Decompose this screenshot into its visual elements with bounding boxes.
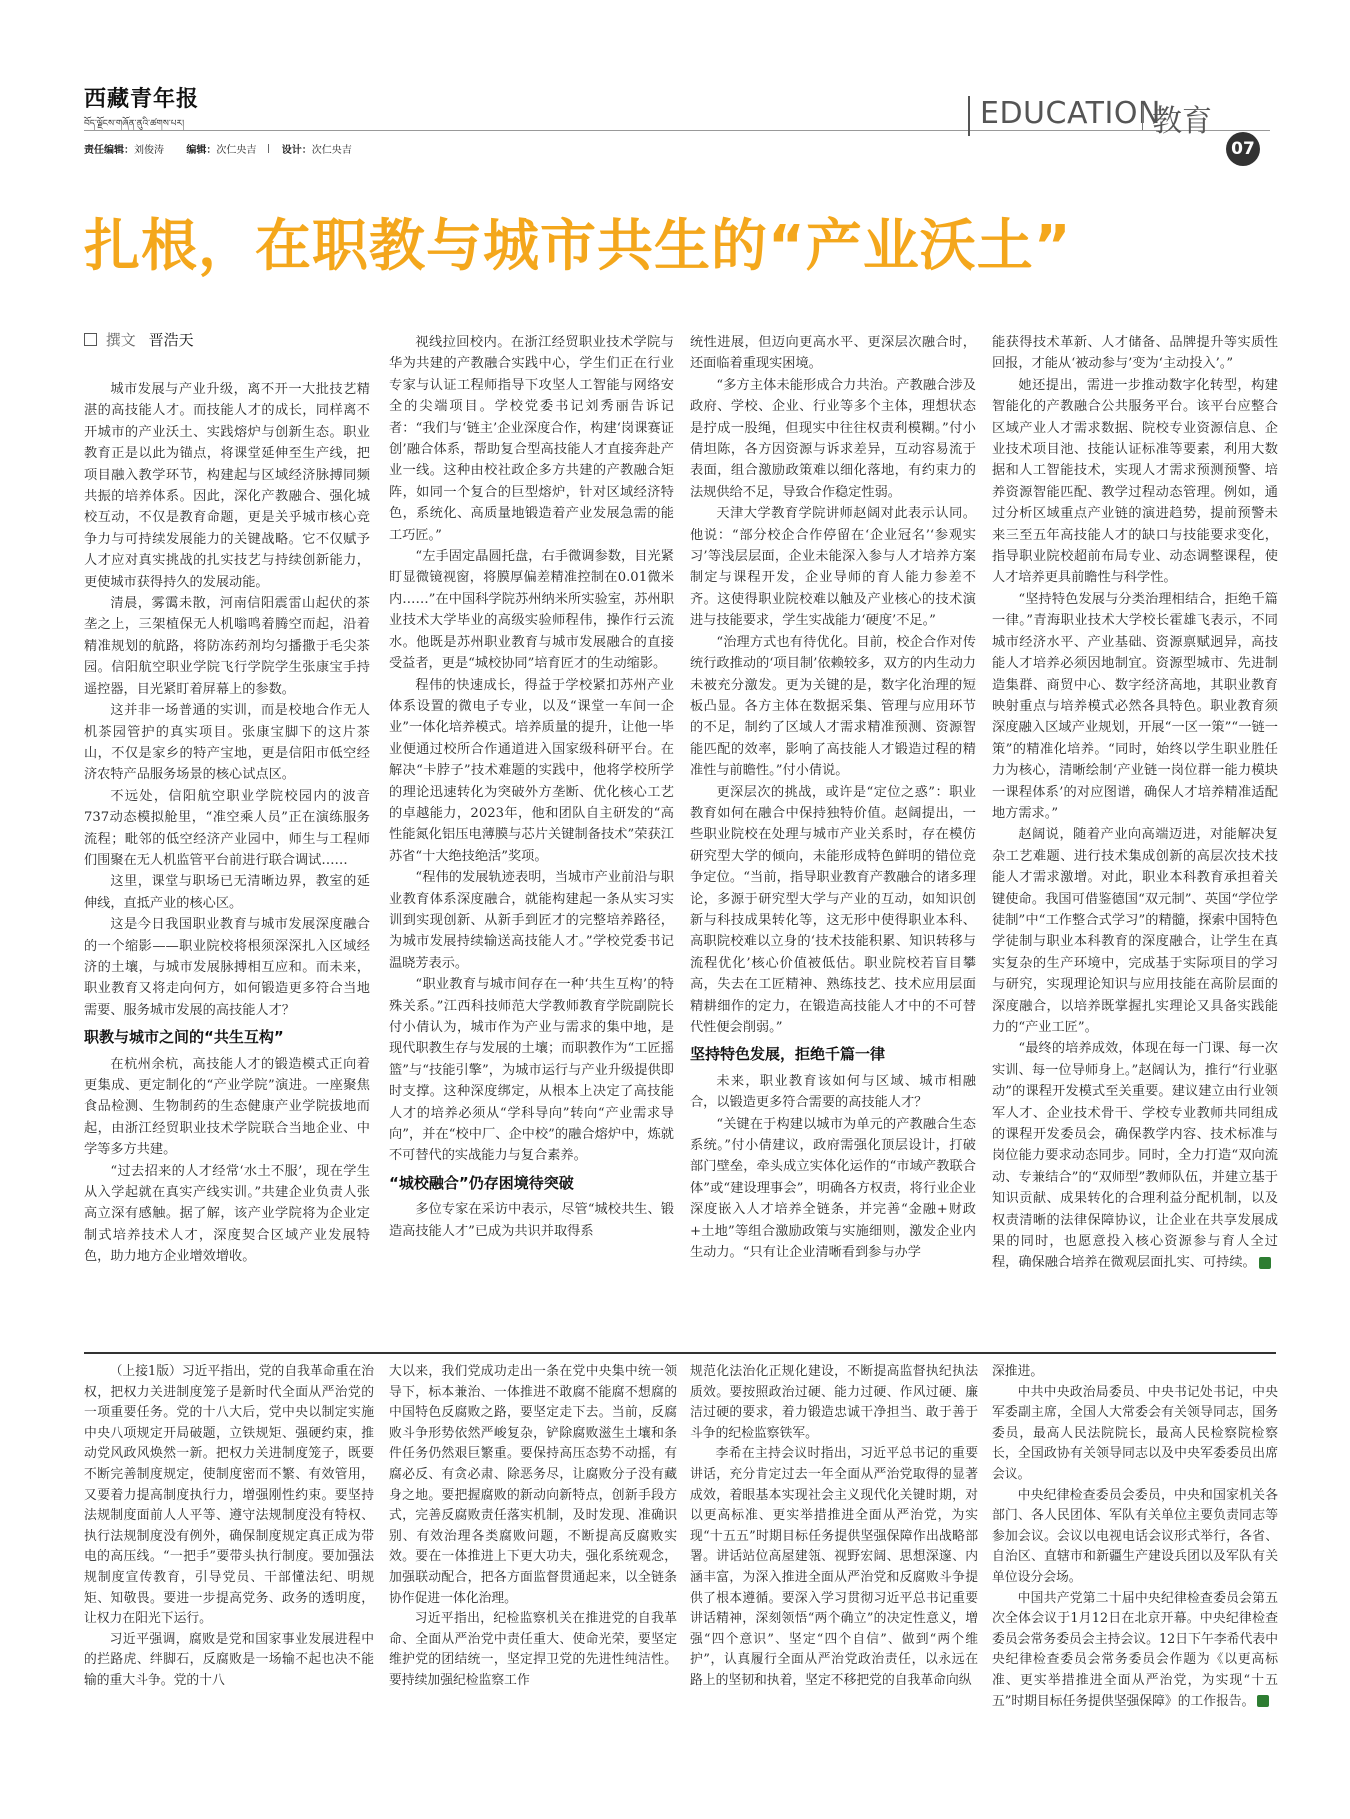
credit-label: 责任编辑：	[84, 145, 134, 156]
continued-column-1	[84, 1362, 374, 1692]
continued-column-4	[992, 1362, 1278, 1712]
section-chinese: 教育	[1152, 104, 1212, 139]
paragraph: 中国共产党第二十届中央纪律检查委员会第五次全体会议于1月12日在北京开幕。中央纪律检查委员会常务委员会主持会议。12日下午李希代表中央纪律检查委员会常务委员会作题为《以更高标准、更实举措推进全面从严治党，为实现“十五五”时期目标任务提供坚强保障》的工作报告。	[992, 1590, 1278, 1709]
page-number: 07	[1226, 132, 1260, 166]
paragraph: 深推进。	[992, 1364, 1044, 1379]
end-mark-icon	[1257, 1695, 1269, 1707]
paragraph: 习近平指出，纪检监察机关在推进党的自我革命、全面从严治党中责任重大、使命光荣，要坚定维护党的团结统一，坚定捍卫党的先进性纯洁性。要持续加强纪检监察工作	[389, 1611, 677, 1688]
paragraph: 不远处，信阳航空职业学院校园内的波音737动态模拟舱里，“准空乘人员”正在演练服务流程；毗邻的低空经济产业园中，师生与工程师们围聚在无人机监管平台前进行联合调试……	[84, 788, 370, 868]
byline-author: 晋浩天	[148, 331, 194, 349]
story-divider	[84, 1352, 1276, 1354]
paragraph: 天津大学教育学院讲师赵阔对此表示认同。他说：“部分校企合作停留在‘企业冠名’‘参观实习’等浅层层面，企业未能深入参与人才培养方案制定与课程开发，企业导师的育人能力参差不齐。这使得职业院校难以触及产业核心的技术演进与技能要求，学生实战能力‘硬度’不足。”	[690, 506, 976, 629]
paragraph: “程伟的发展轨迹表明，当城市产业前沿与职业教育体系深度融合，就能构建起一条从实习实训到实现创新、从新手到匠才的完整培养路径，为城市发展持续输送高技能人才。”学校党委书记温晓芳表示。	[389, 870, 674, 971]
byline	[84, 329, 194, 350]
headline: 扎根，在职教与城市共生的“产业沃土”	[84, 214, 1072, 279]
paragraph: 能获得技术革新、人才储备、品牌提升等实质性回报，才能从‘被动参与’变为‘主动投入’。”	[992, 335, 1278, 372]
section-english: EDUCATION	[980, 96, 1161, 131]
paragraph: “坚持特色发展与分类治理相结合，拒绝千篇一律。”青海职业技术大学校长霍雄飞表示，不同城市经济水平、产业基础、资源禀赋迥异，高技能人才培养必须因地制宜。资源型城市、先进制造集群、商贸中心、数字经济高地，其职业教育映射重点与培养模式必然各具特色。职业教育须深度融入区域产业规划，开展“一区一策”“一链一策”的精准化培养。“同时，始终以学生职业胜任力为核心，清晰绘制‘产业链一岗位群一能力模块一课程体系’的对应图谱，确保人才培养精准适配地方需求。”	[992, 591, 1278, 821]
section-heading: “城校融合”仍存困境待突破	[389, 1173, 574, 1192]
paragraph: “多方主体未能形成合力共治。产教融合涉及政府、学校、企业、行业等多个主体，理想状态是拧成一股绳，但现实中往往权责利模糊。”付小倩坦陈，各方因资源与诉求差异，互动容易流于表面，组合激励政策难以细化落地，有约束力的法规供给不足，导致合作稳定性弱。	[690, 377, 976, 500]
continued-column-3	[690, 1362, 978, 1692]
paragraph-with-end-mark	[992, 1038, 1278, 1273]
paragraph: 在杭州余杭，高技能人才的锻造模式正向着更集成、更定制化的“产业学院”演进。一座聚焦食品检测、生物制药的生态健康产业学院拔地而起，由浙江经贸职业技术学院联合当地企业、中学等多方共建。	[84, 1056, 370, 1158]
article-column-2	[389, 332, 674, 1242]
credit-name: 刘俊涛	[134, 145, 164, 156]
paragraph: 李希在主持会议时指出，习近平总书记的重要讲话，充分肯定过去一年全面从严治党取得的显著成效，着眼基本实现社会主义现代化关键时期，对以更高标准、更实举措推进全面从严治党，为实现“十五五”时期目标任务提供坚强保障作出战略部署。讲话站位高屋建瓴、视野宏阔、思想深邃、内涵丰富，为深入推进全面从严治党和反腐败斗争提供了根本遵循。要深入学习贯彻习近平总书记重要讲话精神，深刻领悟“两个确立”的决定性意义，增强“四个意识”、坚定“四个自信”、做到“两个维护”，认真履行全面从严治党政治责任，以永远在路上的坚韧和执着，坚定不移把党的自我革命向纵	[690, 1446, 978, 1688]
section-divider	[1142, 104, 1143, 130]
paragraph: 多位专家在采访中表示，尽管“城校共生、锻造高技能人才”已成为共识并取得系	[389, 1202, 674, 1239]
paragraph: 视线拉回校内。在浙江经贸职业技术学院与华为共建的产教融合实践中心，学生们正在行业专家与认证工程师指导下攻坚人工智能与网络安全的尖端项目。学校党委书记刘秀丽告诉记者：“我们与‘链主’企业深度合作，构建‘岗课赛证创’融合体系，帮助复合型高技能人才直接奔赴产业一线。这种由校社政企多方共建的产教融合矩阵，如同一个复合的巨型熔炉，针对区域经济特色，系统化、高质量地锻造着产业发展急需的能工巧匠。”	[389, 335, 674, 543]
paragraph: （上接1版）习近平指出，党的自我革命重在治权，把权力关进制度笼子是新时代全面从严治党的一项重要任务。党的十八大后，党中央以制定实施中央八项规定开局破题，立铁规矩、强硬约束，推动党风政风焕然一新。把权力关进制度笼子，既要不断完善制度规定，使制度密而不繁、有效管用，又要着力提高制度执行力，增强刚性约束。要坚持法规制度面前人人平等、遵守法规制度没有特权、执行法规制度没有例外，确保制度规定真正成为带电的高压线。“一把手”要带头执行制度。要加强法规制度宣传教育，引导党员、干部懂法纪、明规矩、知敬畏。要进一步提高党务、政务的透明度，让权力在阳光下运行。	[84, 1364, 374, 1627]
byline-label: 撰文	[105, 331, 136, 349]
article-column-1	[84, 379, 370, 1268]
paragraph: 她还提出，需进一步推动数字化转型，构建智能化的产教融合公共服务平台。该平台应整合区域产业人才需求数据、院校专业资源信息、企业技术项目池、技能认证标准等要素，利用大数据和人工智能技术，实现人才需求预测预警、培养资源智能匹配、教学过程动态管理。例如，通过分析区域重点产业链的演进趋势，提前预警未来三至五年高技能人才的缺口与技能要求变化，指导职业院校超前布局专业、动态调整课程，使人才培养更具前瞻性与科学性。	[992, 377, 1278, 586]
article-column-3	[690, 332, 976, 1263]
section-heading: 坚持特色发展，拒绝千篇一律	[690, 1045, 886, 1064]
paragraph: 这里，课堂与职场已无清晰边界，教室的延伸线，直抵产业的核心区。	[84, 874, 370, 911]
editor-credits	[84, 141, 352, 156]
paragraph: 习近平强调，腐败是党和国家事业发展进程中的拦路虎、绊脚石，反腐败是一场输不起也决不能输的重大斗争。党的十八	[84, 1631, 374, 1688]
paragraph: 中央纪律检查委员会委员，中央和国家机关各部门、各人民团体、军队有关单位主要负责同志等参加会议。会议以电视电话会议形式举行，各省、自治区、直辖市和新疆生产建设兵团以及军队有关单位设分会场。	[992, 1487, 1278, 1585]
paragraph: “关键在于构建以城市为单元的产教融合生态系统。”付小倩建议，政府需强化顶层设计，打破部门壁垒，牵头成立实体化运作的“市域产教联合体”或“建设理事会”，明确各方权责，将行业企业深度嵌入人才培养全链条，并完善“金融+财政+土地”等组合激励政策与实施细则，激发企业内生动力。“只有让企业清晰看到参与办学	[690, 1116, 976, 1261]
paragraph: 城市发展与产业升级，离不开一大批技艺精湛的高技能人才。而技能人才的成长，同样离不开城市的产业沃土、实践熔炉与创新生态。职业教育正是以此为锚点，将课堂延伸至生产线，把项目融入教学环节，构建起与区域经济脉搏同频共振的培养体系。因此，深化产教融合、强化城校互动，不仅是教育命题，更是关乎城市核心竞争力与可持续发展能力的关键战略。它不仅赋予人才应对真实挑战的扎实技艺与持续创新能力，更使城市获得持久的发展动能。	[84, 382, 370, 590]
continued-column-2	[389, 1362, 677, 1692]
paragraph: 赵阔说，随着产业向高端迈进，对能解决复杂工艺难题、进行技术集成创新的高层次技术技能人才需求激增。对此，职业本科教育承担着关键使命。我国可借鉴德国“双元制”、英国“学位学徒制”中“工作整合式学习”的精髓，探索中国特色学徒制与职业本科教育的深度融合，让学生在真实复杂的生产环境中，完成基于实际项目的学习与研究，实现理论知识与应用技能在高阶层面的深度融合，以培养既掌握扎实理论又具备实践能力的“产业工匠”。	[992, 827, 1278, 1035]
newspaper-name: 西藏青年报	[84, 86, 200, 112]
section-marker	[968, 96, 970, 136]
paragraph: 规范化法治化正规化建设，不断提高监督执纪执法质效。要按照政治过硬、能力过硬、作风过硬、廉洁过硬的要求，着力锻造忠诚干净担当、敢于善于斗争的纪检监察铁军。	[690, 1364, 978, 1441]
paragraph: “左手固定晶圆托盘，右手微调参数，目光紧盯显微镜视窗，将膜厚偏差精准控制在0.01微米内……”在中国科学院苏州纳米所实验室，苏州职业技术大学毕业的高级实验师程伟，操作行云流水。他既是苏州职业教育与城市发展融合的直接受益者，更是“城校协同”培育匠才的生动缩影。	[389, 549, 674, 672]
article-column-4	[992, 332, 1278, 1274]
paragraph: 程伟的快速成长，得益于学校紧扣苏州产业体系设置的微电子专业，以及“课堂一车间一企业”一体化培养模式。培养质量的提升，让他一毕业便通过校所合作通道进入国家级科研平台。在解决“卡脖子”技术难题的实践中，他将学校所学的理论迅速转化为突破外方垄断、优化核心工艺的卓越能力，2023年，他和团队自主研发的“高性能氮化铝压电薄膜与芯片关键制备技术”荣获江苏省“十大绝技绝活”奖项。	[389, 677, 674, 864]
end-mark-icon	[1259, 1257, 1271, 1269]
paragraph: 大以来，我们党成功走出一条在党中央集中统一领导下，标本兼治、一体推进不敢腐不能腐不想腐的中国特色反腐败之路，要坚定走下去。当前，反腐败斗争形势依然严峻复杂，铲除腐败滋生土壤和条件任务仍然艰巨繁重。要保持高压态势不动摇，有腐必反、有贪必肃、除恶务尽，让腐败分子没有藏身之地。要把握腐败的新动向新特点，创新手段方式，完善反腐败责任落实机制，及时发现、准确识别、有效治理各类腐败问题，不断提高反腐败实效。要在一体推进上下更大功夫，强化系统观念，加强联动配合，把各方面监督贯通起来，以全链条协作促进一体化治理。	[389, 1364, 677, 1606]
paragraph-with-end-mark	[992, 1589, 1278, 1713]
section-heading: 职教与城市之间的“共生互构”	[84, 1028, 284, 1047]
credit-name: 次仁央吉	[216, 145, 257, 156]
newspaper-tibetan-name: བོད་ལྗོངས་གཞོན་ནུའི་ཚགས་པར།	[84, 119, 185, 129]
credit-label: 设计：	[281, 145, 312, 156]
paragraph: 这并非一场普通的实训，而是校地合作无人机茶园管护的真实项目。张康宝脚下的这片茶山，不仅是家乡的特产宝地，更是信阳市低空经济农特产品服务场景的核心试点区。	[84, 703, 370, 783]
paragraph: 这是今日我国职业教育与城市发展深度融合的一个缩影——职业院校将根须深深扎入区域经济的土壤，与城市发展脉搏相互应和。而未来，职业教育又将走向何方，如何锻造更多符合当地需要、服务城市发展的高技能人才？	[84, 917, 370, 1018]
credit-name: 次仁央吉	[311, 145, 352, 156]
paragraph: 中共中央政治局委员、中央书记处书记，中央军委副主席，全国人大常委会有关领导同志，国务委员，最高人民法院院长，最高人民检察院检察长，全国政协有关领导同志以及中央军委委员出席会议。	[992, 1384, 1278, 1482]
paragraph: 未来，职业教育该如何与区域、城市相融合，以锻造更多符合需要的高技能人才？	[690, 1073, 976, 1111]
credit-label: 编辑：	[186, 145, 217, 156]
paragraph: “过去招来的人才经常‘水土不服’，现在学生从入学起就在真实产线实训。”共建企业负责人张高立深有感触。据了解，该产业学院将为企业定制式培养技术人才，深度契合区域产业发展特色，助力地方企业增效增收。	[84, 1163, 370, 1265]
paragraph: “最终的培养成效，体现在每一门课、每一次实训、每一位导师身上。”赵阔认为，推行“行业驱动”的课程开发模式至关重要。建议建立由行业领军人才、企业技术骨干、学校专业教师共同组成的课程开发委员会，确保教学内容、技术标准与岗位能力要求动态同步。同时，全力打造“双向流动、专兼结合”的“双师型”教师队伍，并建立基于知识贡献、成果转化的合理利益分配机制，以及权责清晰的法律保障协议，让企业在共享发展成果的同时，也愿意投入核心资源参与育人全过程，确保融合培养在微观层面扎实、可持续。	[992, 1041, 1278, 1271]
paragraph: “职业教育与城市间存在一种‘共生互构’的特殊关系。”江西科技师范大学教师教育学院副院长付小倩认为，城市作为产业与需求的集中地，是现代职教生存与发展的土壤；而职教作为“工匠摇篮”与“技能引擎”，为城市运行与产业升级提供即时支撑。这种深度绑定，从根本上决定了高技能人才的培养必须从“学科导向”转向“产业需求导向”，并在“校中厂、企中校”的融合熔炉中，炼就不可替代的实战能力与复合素养。	[389, 977, 674, 1164]
paragraph: 清晨，雾霭未散，河南信阳震雷山起伏的茶垄之上，三架植保无人机嗡鸣着腾空而起，沿着精准规划的航路，将防冻药剂均匀播撒于毛尖茶园。信阳航空职业学院飞行学院学生张康宝手持遥控器，目光紧盯着屏幕上的参数。	[84, 596, 370, 697]
pen-icon	[84, 333, 97, 346]
paragraph: “治理方式也有待优化。目前，校企合作对传统行政推动的‘项目制’依赖较多，双方的内生动力未被充分激发。更为关键的是，数字化治理的短板凸显。各方主体在数据采集、管理与应用环节的不足，制约了区域人才需求精准预测、资源智能匹配的效率，影响了高技能人才锻造过程的精准性与前瞻性。”付小倩说。	[690, 634, 976, 779]
paragraph: 统性进展，但迈向更高水平、更深层次融合时，还面临着重现实困境。	[690, 335, 976, 372]
paragraph: 更深层次的挑战，或许是“定位之惑”：职业教育如何在融合中保持独特价值。赵阔提出，一些职业院校在处理与城市产业关系时，存在模仿研究型大学的倾向，未能形成特色鲜明的错位竞争定位。“当前，指导职业教育产教融合的诸多理论，多源于研究型大学与产业的互动，如知识创新与科技成果转化等，这无形中使得职业本科、高职院校难以立身的‘技术技能积累、知识转移与流程优化’核心价值被低估。职业院校若盲目攀高，失去在工匠精神、熟练技艺、技术应用层面精耕细作的定力，在锻造高技能人才中的不可替代性便会削弱。”	[690, 784, 976, 1035]
